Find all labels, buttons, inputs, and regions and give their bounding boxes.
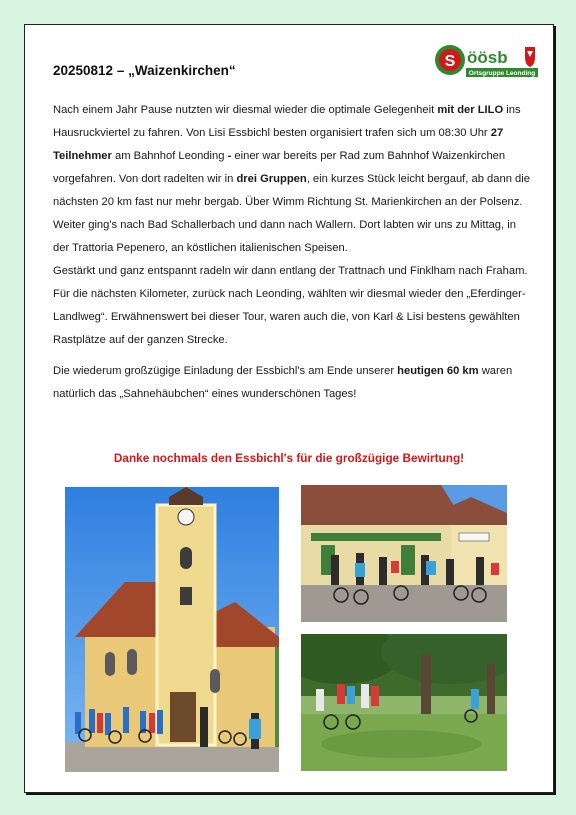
- club-logo: [433, 41, 541, 79]
- document-page: [24, 24, 554, 793]
- station-group-photo: [301, 485, 507, 622]
- church-photo: [65, 487, 279, 772]
- article-body: [53, 99, 531, 406]
- logo-subtitle: Ortsgruppe Leonding: [468, 70, 536, 77]
- logo-text: öösb: [467, 48, 508, 67]
- page-title: 20250812 – „Waizenkirchen“: [53, 63, 236, 78]
- paragraph-2: Gestärkt und ganz entspannt radeln wir dann entlang der Trattnach und Finklham nach Fraham. Für die nächsten Kilometer, zurück nach Leonding, wählten wir diesmal wieder den „Eferdinger-Landlweg“. Erwähnenswert bei dieser Tour, waren auch die, von Karl & Lisi bestens gewählten Rastplätze auf der ganzen Strecke.: [53, 265, 528, 346]
- thanks-note: Danke nochmals den Essbichl's für die großzügige Bewirtung!: [113, 451, 465, 465]
- rest-area-photo: [301, 634, 507, 771]
- paragraph-3: Die wiederum großzügige Einladung der Essbichl's am Ende unserer heutigen 60 km waren natürlich das „Sahnehäubchen“ eines wunderschönen Tages!: [53, 365, 513, 400]
- paragraph-1: Nach einem Jahr Pause nutzten wir diesmal wieder die optimale Gelegenheit mit der LILO ins Hausruckviertel zu fahren. Von Lisi Essbichl besten organisiert trafen sich um 08:30 Uhr 27 Teilnehmer am Bahnhof Leonding - einer war bereits per Rad zum Bahnhof Waizenkirchen vorgefahren. Von dort radelten wir in drei Gruppen, ein kurzes Stück leicht bergauf, ab dann die nächsten 20 km fast nur mehr bergab. Über Wimm Richtung St. Marienkirchen an der Polsenz. Weiter ging's nach Bad Schallerbach und dann nach Wallern. Dort labten wir uns zu Mittag, in der Trattoria Pepenero, an köstlichen italienischen Speisen.: [53, 104, 530, 254]
- svg-text:S: S: [444, 53, 456, 70]
